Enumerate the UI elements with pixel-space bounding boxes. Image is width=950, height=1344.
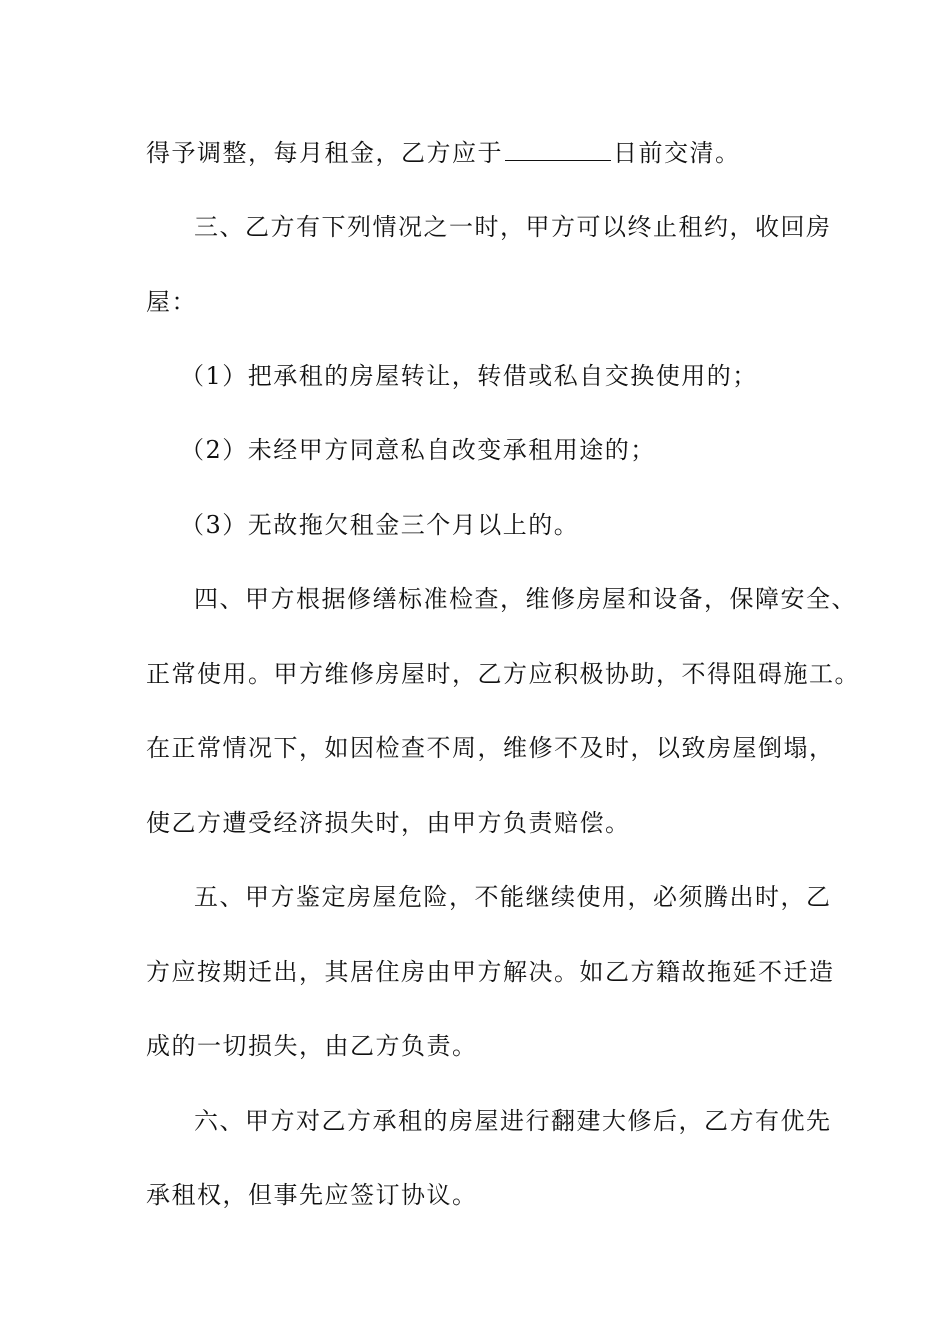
text-line-2: 三、乙方有下列情况之一时，甲方可以终止租约，收回房 bbox=[194, 213, 832, 241]
text-line-13: 成的一切损失，由乙方负责。 bbox=[146, 1032, 478, 1060]
text-line-9: 在正常情况下，如因检查不周，维修不及时，以致房屋倒塌， bbox=[146, 734, 835, 762]
text-line-8: 正常使用。甲方维修房屋时，乙方应积极协助，不得阻碍施工。 bbox=[146, 660, 860, 688]
text-segment: 日前交清。 bbox=[613, 139, 741, 167]
text-line-15: 承租权，但事先应签订协议。 bbox=[146, 1181, 478, 1209]
text-line-7: 四、甲方根据修缮标准检查，维修房屋和设备，保障安全、 bbox=[194, 585, 857, 613]
fill-in-blank bbox=[505, 140, 611, 161]
text-segment: 得予调整，每月租金，乙方应于 bbox=[146, 139, 503, 167]
text-line-11: 五、甲方鉴定房屋危险，不能继续使用，必须腾出时，乙 bbox=[194, 883, 832, 911]
text-line-3: 屋： bbox=[146, 288, 197, 316]
text-line-5: （2）未经甲方同意私自改变承租用途的； bbox=[180, 436, 656, 464]
text-line-1 bbox=[146, 138, 741, 168]
text-line-12: 方应按期迁出，其居住房由甲方解决。如乙方籍故拖延不迁造 bbox=[146, 958, 835, 986]
text-line-10: 使乙方遭受经济损失时，由甲方负责赔偿。 bbox=[146, 809, 631, 837]
text-line-14: 六、甲方对乙方承租的房屋进行翻建大修后，乙方有优先 bbox=[194, 1107, 832, 1135]
text-line-4: （1）把承租的房屋转让，转借或私自交换使用的； bbox=[180, 362, 758, 390]
text-line-6: （3）无故拖欠租金三个月以上的。 bbox=[180, 511, 580, 539]
